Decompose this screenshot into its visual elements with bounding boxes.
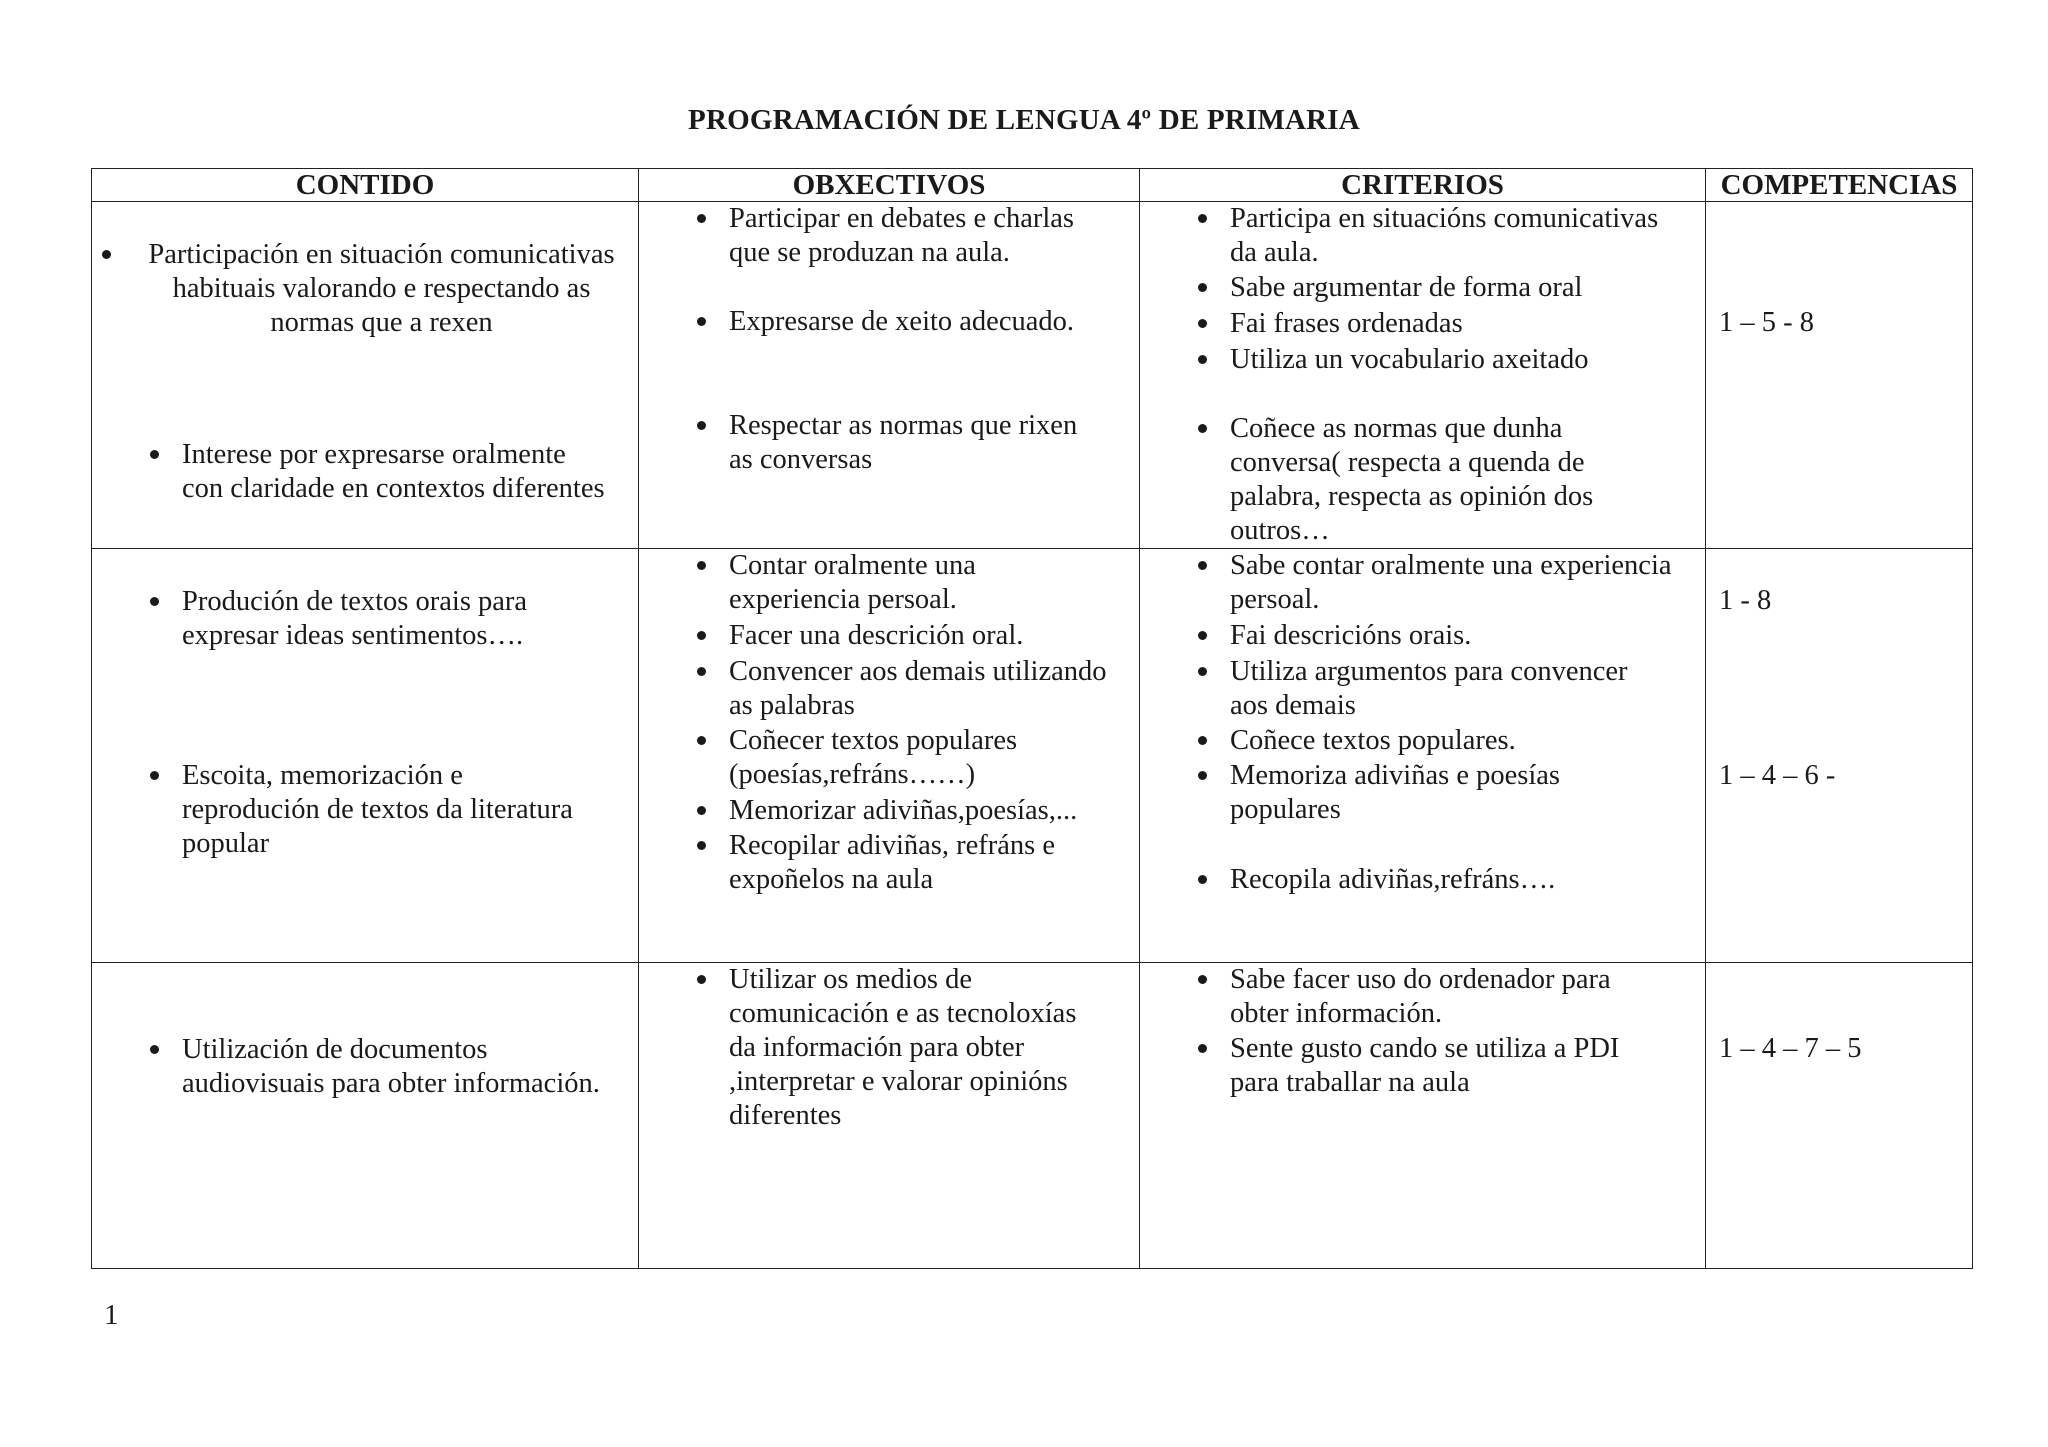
list-item: Recopilar adiviñas, refráns e expoñelos na aula	[697, 829, 1137, 897]
criterios-cell	[1140, 202, 1706, 549]
list-item: Coñece as normas que dunha conversa( respecta a quenda de palabra, respecta as opinión dos outros…	[1198, 412, 1703, 548]
bullet-icon	[697, 724, 711, 738]
header-criterios: CRITERIOS	[1140, 169, 1706, 202]
obxectivos-cell	[639, 202, 1140, 549]
contido-cell	[92, 202, 639, 549]
list-item: Convencer aos demais utilizando as palabras	[697, 655, 1137, 723]
bullet-icon	[697, 619, 711, 633]
bullet-icon	[1198, 655, 1212, 669]
list-item: Coñecer textos populares (poesías,refráns……)	[697, 724, 1137, 792]
list-item: Escoita, memorización e reprodución de textos da literatura popular	[150, 759, 630, 861]
list-item: Expresarse de xeito adecuado.	[697, 305, 1137, 339]
bullet-icon	[697, 549, 711, 563]
list-item: Utilización de documentos audiovisuais para obter información.	[150, 1033, 630, 1101]
bullet-icon	[150, 438, 164, 452]
bullet-icon	[1198, 759, 1212, 773]
bullet-icon	[1198, 863, 1212, 877]
table-row	[92, 549, 1973, 963]
list-item: Utilizar os medios de comunicación e as tecnoloxías da información para obter ,interpretar e valorar opinións diferentes	[697, 963, 1137, 1133]
competencias-cell	[1706, 963, 1973, 1269]
bullet-icon	[150, 759, 164, 773]
contido-cell	[92, 963, 639, 1269]
page-title: PROGRAMACIÓN DE LENGUA 4º DE PRIMARIA	[688, 104, 1360, 136]
list-item: Sabe facer uso do ordenador para obter información.	[1198, 963, 1703, 1031]
list-item: Recopila adiviñas,refráns….	[1198, 863, 1703, 897]
contido-cell	[92, 549, 639, 963]
bullet-icon	[1198, 307, 1212, 321]
bullet-icon	[1198, 202, 1212, 216]
header-competencias: COMPETENCIAS	[1706, 169, 1973, 202]
list-item: Sente gusto cando se utiliza a PDI para traballar na aula	[1198, 1032, 1703, 1100]
list-item: Respectar as normas que rixen as conversas	[697, 409, 1137, 477]
bullet-icon	[150, 585, 164, 599]
obxectivos-cell	[639, 963, 1140, 1269]
bullet-icon	[1198, 1032, 1212, 1046]
bullet-icon	[697, 305, 711, 319]
criterios-cell	[1140, 549, 1706, 963]
list-item: Utiliza un vocabulario axeitado	[1198, 343, 1703, 377]
bullet-icon	[697, 202, 711, 216]
criterios-cell	[1140, 963, 1706, 1269]
header-row	[92, 169, 1973, 202]
list-item: Participación en situación comunicativas habituais valorando e respectando as normas que a rexen	[102, 238, 637, 340]
bullet-icon	[1198, 271, 1212, 285]
list-item: Fai frases ordenadas	[1198, 307, 1703, 341]
list-item: Facer una descrición oral.	[697, 619, 1137, 653]
competencias-value: 1 - 8	[1719, 585, 1772, 616]
table-row	[92, 963, 1973, 1269]
competencias-cell	[1706, 549, 1973, 963]
bullet-icon	[1198, 343, 1212, 357]
bullet-icon	[1198, 619, 1212, 633]
bullet-icon	[697, 963, 711, 977]
table-row	[92, 202, 1973, 549]
bullet-icon	[1198, 963, 1212, 977]
competencias-value: 1 – 5 - 8	[1719, 307, 1814, 338]
list-item: Utiliza argumentos para convencer aos demais	[1198, 655, 1703, 723]
list-item: Fai descricións orais.	[1198, 619, 1703, 653]
list-item: Memorizar adiviñas,poesías,...	[697, 794, 1137, 828]
bullet-icon	[102, 238, 116, 252]
bullet-icon	[150, 1033, 164, 1047]
bullet-icon	[1198, 412, 1212, 426]
header-contido: CONTIDO	[92, 169, 639, 202]
bullet-icon	[1198, 549, 1212, 563]
list-item: Contar oralmente una experiencia persoal.	[697, 549, 1137, 617]
bullet-icon	[1198, 724, 1212, 738]
bullet-icon	[697, 794, 711, 808]
list-item: Interese por expresarse oralmente con claridade en contextos diferentes	[150, 438, 630, 506]
list-item: Sabe argumentar de forma oral	[1198, 271, 1703, 305]
list-item: Coñece textos populares.	[1198, 724, 1703, 758]
bullet-icon	[697, 655, 711, 669]
list-item: Memoriza adiviñas e poesías populares	[1198, 759, 1703, 827]
list-item: Participa en situacións comunicativas da aula.	[1198, 202, 1703, 270]
page-number: 1	[104, 1299, 119, 1331]
competencias-value: 1 – 4 – 7 – 5	[1719, 1033, 1862, 1064]
bullet-icon	[697, 409, 711, 423]
competencias-cell	[1706, 202, 1973, 549]
list-item: Sabe contar oralmente una experiencia persoal.	[1198, 549, 1703, 617]
obxectivos-cell	[639, 549, 1140, 963]
competencias-value: 1 – 4 – 6 -	[1719, 760, 1836, 791]
bullet-icon	[697, 829, 711, 843]
list-item: Produción de textos orais para expresar ideas sentimentos….	[150, 585, 630, 653]
list-item: Participar en debates e charlas que se produzan na aula.	[697, 202, 1137, 270]
header-obxectivos: OBXECTIVOS	[639, 169, 1140, 202]
programming-table	[91, 168, 1973, 1269]
